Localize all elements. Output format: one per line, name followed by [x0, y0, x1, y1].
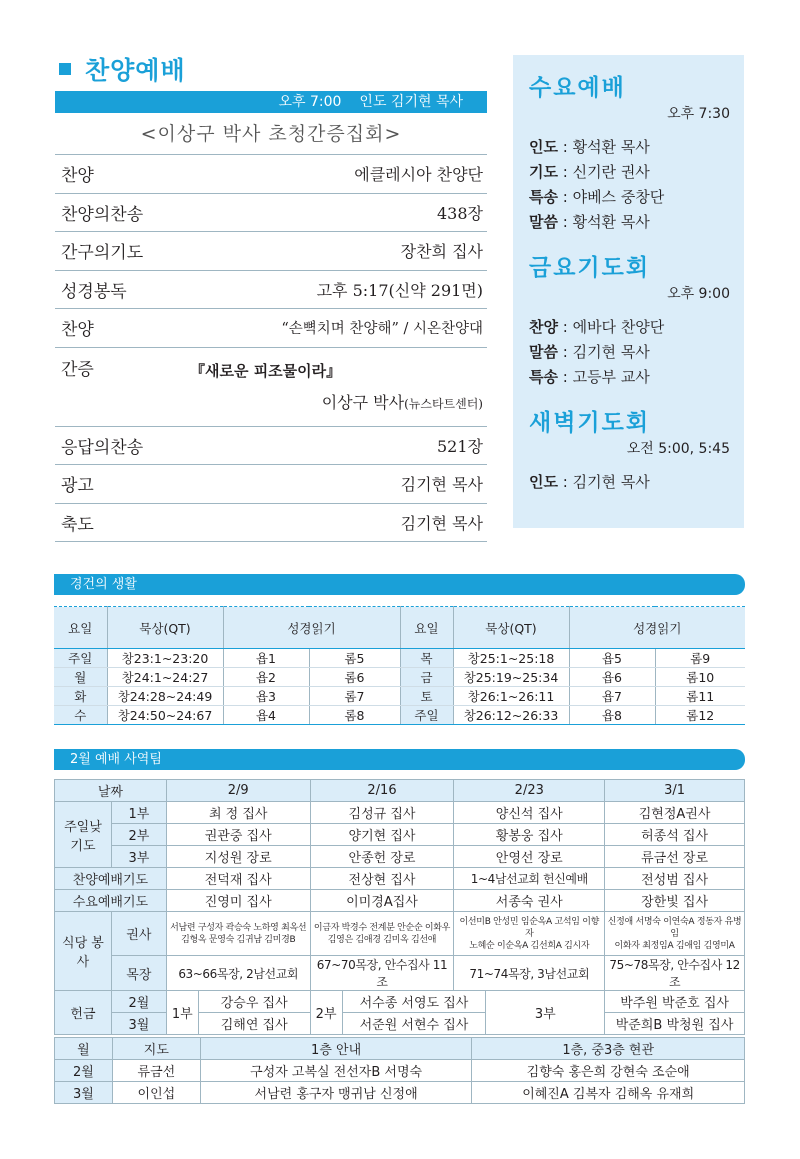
month-label: 3월	[111, 1013, 166, 1035]
side-line-value: 황석환 목사	[572, 213, 650, 231]
order-row	[55, 232, 487, 271]
table-row	[55, 1013, 745, 1035]
date-cell: 2/23	[454, 780, 605, 802]
reading-cell: 창25:1~25:18	[453, 649, 569, 668]
usher-table	[54, 1037, 745, 1104]
day-cell: 주일	[54, 649, 107, 668]
date-header-row	[55, 780, 745, 802]
duty-cell: 1~4남선교회 헌신예배	[454, 868, 605, 890]
side-line: 특송 : 고등부 교사	[529, 368, 650, 386]
table-row	[55, 890, 745, 912]
name-line: 노혜순 이순옥A 김선희A 김시자	[469, 940, 590, 951]
duty-cell: 71~74목장, 3남선교회	[454, 956, 605, 991]
side-line-key: 말씀	[529, 213, 558, 231]
side-line-key: 특송	[529, 188, 558, 206]
day-cell: 수	[54, 706, 107, 725]
name-line: 신정애 서명숙 이연숙A 정동자 유병임	[607, 916, 742, 939]
name-line: 이화자 최정임A 김애임 김영미A	[614, 940, 735, 951]
duty-cell: 서종숙 권사	[454, 890, 605, 912]
main-service-subtitle: <이상구 박사 초청간증집회>	[140, 123, 402, 145]
column-header: 묵상(QT)	[107, 607, 223, 649]
duty-cell: 허종석 집사	[605, 824, 745, 846]
day-cell: 목	[400, 649, 453, 668]
order-label: 찬양	[61, 320, 94, 341]
deacon-label: 권사	[111, 912, 166, 956]
table-row	[55, 868, 745, 890]
side-line-key: 말씀	[529, 343, 558, 361]
duty-cell: 김현정A권사	[605, 802, 745, 824]
duty-cell: 전덕재 집사	[166, 868, 310, 890]
table-row	[54, 687, 745, 706]
part-label: 1부	[166, 991, 198, 1035]
reading-cell: 창26:1~26:11	[453, 687, 569, 706]
side-line-key: 인도	[529, 138, 558, 156]
column-header: 요일	[400, 607, 453, 649]
testimony-title: 『새로운 피조물이라』	[190, 361, 342, 380]
duty-cell: 안영선 장로	[454, 846, 605, 868]
side-line-value: 김기현 목사	[572, 473, 650, 491]
order-label: 찬양의찬송	[61, 204, 144, 225]
side-line: 인도 : 황석환 목사	[529, 138, 650, 156]
reading-cell: 욥1	[223, 649, 309, 668]
side-line: 말씀 : 김기현 목사	[529, 343, 650, 361]
reading-cell: 창25:19~25:34	[453, 668, 569, 687]
part-label: 2부	[111, 824, 166, 846]
order-value: 고후 5:17(신약 291면)	[316, 280, 483, 300]
part-label: 1부	[111, 802, 166, 824]
leader-cell: 류금선	[112, 1060, 200, 1082]
part-label: 2부	[310, 991, 342, 1035]
order-row	[55, 504, 487, 543]
reading-cell: 롬10	[655, 668, 745, 687]
reading-cell: 욥2	[223, 668, 309, 687]
side-line: 말씀 : 황석환 목사	[529, 213, 650, 231]
duty-cell: 지성원 장로	[166, 846, 310, 868]
reading-cell: 롬9	[655, 649, 745, 668]
name-line: 이금자 박경수 전계분 안순순 이화우	[313, 922, 451, 933]
reading-cell: 창24:1~24:27	[107, 668, 223, 687]
table-row	[54, 649, 745, 668]
duty-cell: 강승우 집사	[198, 991, 310, 1013]
month-cell: 2월	[55, 1060, 113, 1082]
side-services-panel	[513, 55, 744, 528]
main-service-header	[55, 52, 487, 86]
column-header: 지도	[112, 1038, 200, 1060]
leader-cell: 이인섭	[112, 1082, 200, 1104]
reading-cell: 롬11	[655, 687, 745, 706]
column-header: 1층, 중3층 현관	[472, 1038, 745, 1060]
duty-cell: 서수종 서영도 집사	[342, 991, 486, 1013]
day-cell: 월	[54, 668, 107, 687]
side-line-key: 인도	[529, 473, 558, 491]
reading-cell: 욥8	[569, 706, 655, 725]
column-header: 월	[55, 1038, 113, 1060]
month-label: 2월	[111, 991, 166, 1013]
order-value: 김기현 목사	[400, 513, 483, 533]
dawn-prayer-title: 새벽기도회	[529, 410, 651, 436]
reading-cell: 욥6	[569, 668, 655, 687]
side-line-key: 특송	[529, 368, 558, 386]
side-line-value: 에바다 찬양단	[572, 318, 665, 336]
duty-cell: 권관중 집사	[166, 824, 310, 846]
duty-cell: 63~66목장, 2남선교회	[166, 956, 310, 991]
duty-cell: 양신석 집사	[454, 802, 605, 824]
order-value: 438장	[437, 203, 483, 223]
duty-cell: 진영미 집사	[166, 890, 310, 912]
order-label: 광고	[61, 476, 94, 497]
duty-cell: 최 정 집사	[166, 802, 310, 824]
reading-cell: 롬6	[309, 668, 400, 687]
sunday-prayer-label: 주일낮 기도	[55, 802, 112, 868]
order-label: 성경봉독	[61, 281, 127, 302]
reading-cell: 창24:50~24:67	[107, 706, 223, 725]
reading-cell: 욥7	[569, 687, 655, 706]
testimony-speaker	[322, 390, 483, 413]
duty-cell: 안종헌 장로	[310, 846, 454, 868]
duty-cell: 황봉웅 집사	[454, 824, 605, 846]
square-bullet-icon	[59, 63, 71, 75]
order-row	[55, 155, 487, 194]
duty-cell: 전성범 집사	[605, 868, 745, 890]
side-line: 특송 : 야베스 중창단	[529, 188, 665, 206]
usher-cell: 김향숙 홍은희 강현숙 조순애	[472, 1060, 745, 1082]
reading-cell: 욥5	[569, 649, 655, 668]
day-cell: 금	[400, 668, 453, 687]
name-line: 이선미B 안성민 임순옥A 고석임 이향자	[459, 916, 600, 939]
order-value: 김기현 목사	[400, 475, 483, 495]
side-line-key: 기도	[529, 163, 558, 181]
duty-cell: 류금선 장로	[605, 846, 745, 868]
duty-cell: 75~78목장, 안수집사 12조	[605, 956, 745, 991]
side-line: 인도 : 김기현 목사	[529, 473, 650, 491]
table-row	[55, 1060, 745, 1082]
order-label: 축도	[61, 514, 94, 535]
table-row	[54, 668, 745, 687]
table-row	[55, 1082, 745, 1104]
order-value: “손뼉치며 찬양해” / 시온찬양대	[281, 321, 483, 338]
reading-cell: 창24:28~24:49	[107, 687, 223, 706]
duty-cell: 장한빛 집사	[605, 890, 745, 912]
duty-cell: 이미경A집사	[310, 890, 454, 912]
praise-prayer-label: 찬양예배기도	[55, 868, 167, 890]
usher-cell: 구성자 고복실 전선자B 서명숙	[200, 1060, 472, 1082]
day-cell: 토	[400, 687, 453, 706]
duty-section-bar: 2월 예배 사역팀	[54, 749, 745, 770]
side-line: 기도 : 신기란 권사	[529, 163, 650, 181]
order-row-testimony	[55, 348, 487, 427]
speaker-affiliation: (뉴스타트센터)	[404, 396, 483, 411]
order-row	[55, 271, 487, 310]
date-cell: 2/9	[166, 780, 310, 802]
dawn-prayer-time: 오전 5:00, 5:45	[626, 441, 730, 457]
side-line-value: 고등부 교사	[572, 368, 650, 386]
devotion-table	[54, 606, 745, 725]
speaker-name: 이상구 박사	[321, 392, 405, 412]
duty-cell: 서준원 서현수 집사	[342, 1013, 486, 1035]
duty-cell	[454, 912, 605, 956]
side-line: 찬양 : 에바다 찬양단	[529, 318, 665, 336]
wednesday-service-time: 오후 7:30	[667, 106, 730, 122]
reading-cell: 롬7	[309, 687, 400, 706]
part-label: 3부	[111, 846, 166, 868]
devotion-header-row	[54, 607, 745, 649]
main-service-section	[55, 52, 487, 542]
order-label: 응답의찬송	[61, 437, 144, 458]
order-of-service	[55, 154, 487, 542]
duty-cell: 박준희B 박청원 집사	[605, 1013, 745, 1035]
side-line-value: 신기란 권사	[572, 163, 650, 181]
reading-cell: 창23:1~23:20	[107, 649, 223, 668]
reading-cell: 롬12	[655, 706, 745, 725]
duty-cell	[310, 912, 454, 956]
duty-roster-table	[54, 779, 745, 1035]
order-value: 에클레시아 찬양단	[354, 165, 483, 185]
column-header: 요일	[54, 607, 107, 649]
duty-cell: 김해연 집사	[198, 1013, 310, 1035]
order-value: 장찬희 집사	[400, 242, 483, 262]
table-row	[55, 846, 745, 868]
order-label: 간증	[61, 359, 94, 380]
column-header: 성경읽기	[569, 607, 745, 649]
order-label: 간구의기도	[61, 243, 144, 264]
day-cell: 화	[54, 687, 107, 706]
devotion-section-bar: 경건의 생활	[54, 574, 745, 595]
name-line: 김형옥 문영숙 김귀남 김미경B	[181, 934, 296, 945]
reading-cell: 욥3	[223, 687, 309, 706]
offering-label: 헌금	[55, 991, 112, 1035]
duty-cell	[605, 912, 745, 956]
order-row	[55, 309, 487, 348]
order-row	[55, 465, 487, 504]
usher-cell: 이혜진A 김복자 김해옥 유재희	[472, 1082, 745, 1104]
usher-cell: 서남련 홍구자 맹귀남 신정애	[200, 1082, 472, 1104]
order-row	[55, 194, 487, 233]
order-value: 521장	[437, 436, 483, 456]
duty-cell: 양기현 집사	[310, 824, 454, 846]
reading-cell: 롬8	[309, 706, 400, 725]
side-line-key: 찬양	[529, 318, 558, 336]
table-row	[55, 912, 745, 956]
duty-cell	[166, 912, 310, 956]
main-service-time-bar	[55, 91, 487, 113]
duty-cell: 박주원 박준호 집사	[605, 991, 745, 1013]
table-row	[55, 991, 745, 1013]
side-line-value: 야베스 중창단	[572, 188, 665, 206]
duty-cell: 김성규 집사	[310, 802, 454, 824]
friday-prayer-time: 오후 9:00	[667, 286, 730, 302]
date-label: 날짜	[55, 780, 167, 802]
table-row	[55, 824, 745, 846]
column-header: 성경읽기	[223, 607, 400, 649]
reading-cell: 롬5	[309, 649, 400, 668]
wednesday-service-title: 수요예배	[529, 75, 626, 101]
date-cell: 2/16	[310, 780, 454, 802]
side-line-value: 황석환 목사	[572, 138, 650, 156]
duty-cell: 전상현 집사	[310, 868, 454, 890]
table-row	[54, 706, 745, 725]
name-line: 서남련 구성자 곽승숙 노하영 최옥선	[170, 922, 307, 933]
column-header: 1층 안내	[200, 1038, 472, 1060]
day-cell: 주일	[400, 706, 453, 725]
column-header: 묵상(QT)	[453, 607, 569, 649]
main-service-leader: 인도 김기현 목사	[359, 94, 463, 110]
table-row	[55, 956, 745, 991]
friday-prayer-title: 금요기도회	[529, 255, 651, 281]
part-label: 3부	[486, 991, 605, 1035]
reading-cell: 창26:12~26:33	[453, 706, 569, 725]
month-cell: 3월	[55, 1082, 113, 1104]
cell-group-label: 목장	[111, 956, 166, 991]
order-row	[55, 427, 487, 466]
reading-cell: 욥4	[223, 706, 309, 725]
side-line-value: 김기현 목사	[572, 343, 650, 361]
meal-service-label: 식당 봉사	[55, 912, 112, 991]
table-row	[55, 802, 745, 824]
date-cell: 3/1	[605, 780, 745, 802]
order-label: 찬양	[61, 166, 94, 187]
name-line: 김영은 김애경 김미옥 김선애	[327, 934, 437, 945]
duty-cell: 67~70목장, 안수집사 11조	[310, 956, 454, 991]
main-service-title: 찬양예배	[85, 56, 186, 85]
usher-header-row	[55, 1038, 745, 1060]
main-service-time: 오후 7:00	[278, 94, 342, 110]
wednesday-prayer-label: 수요예배기도	[55, 890, 167, 912]
